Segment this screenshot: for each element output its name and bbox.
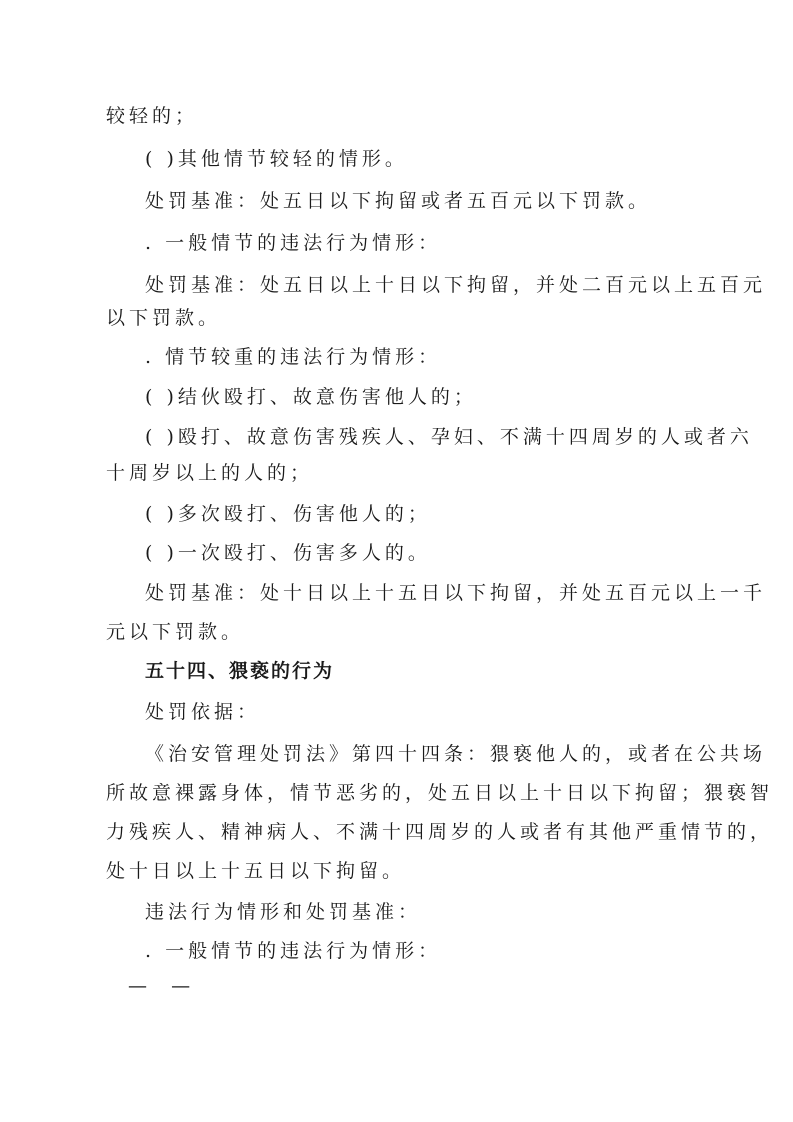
text-line: . 一般情节的违法行为情形： xyxy=(145,940,442,962)
text-line: 以下罚款。 xyxy=(106,307,222,329)
text-line: 所故意裸露身体，情节恶劣的，处五日以上十日以下拘留；猥亵智 xyxy=(106,782,774,804)
text-line: 较轻的； xyxy=(106,105,199,127)
text-line: 力残疾人、精神病人、不满十四周岁的人或者有其他严重情节的， xyxy=(106,821,774,843)
text-line: ( )结伙殴打、故意伤害他人的； xyxy=(145,386,477,408)
page-number: — — xyxy=(128,975,191,997)
text-line: 处罚依据： xyxy=(145,701,261,723)
section-heading: 五十四、猥亵的行为 xyxy=(145,660,335,682)
text-line: 处十日以上十五日以下拘留。 xyxy=(106,860,406,882)
text-line: ( )殴打、故意伤害残疾人、孕妇、不满十四周岁的人或者六 xyxy=(145,426,753,448)
text-line: 处罚基准：处十日以上十五日以下拘留，并处五百元以上一千 xyxy=(145,582,767,604)
text-line: ( )一次殴打、伤害多人的。 xyxy=(145,542,431,564)
text-line: 处罚基准：处五日以上十日以下拘留，并处二百元以上五百元 xyxy=(145,274,767,296)
text-line: . 一般情节的违法行为情形： xyxy=(145,232,442,254)
text-line: ( )多次殴打、伤害他人的； xyxy=(145,503,431,525)
text-line: . 情节较重的违法行为情形： xyxy=(145,346,442,368)
text-line: 《治安管理处罚法》第四十四条：猥亵他人的，或者在公共场 xyxy=(145,743,767,765)
text-line: 违法行为情形和处罚基准： xyxy=(145,901,422,923)
text-line: 十周岁以上的人的； xyxy=(106,462,314,484)
text-line: 元以下罚款。 xyxy=(106,621,245,643)
text-line: 处罚基准：处五日以下拘留或者五百元以下罚款。 xyxy=(145,190,652,212)
text-line: ( )其他情节较轻的情形。 xyxy=(145,148,408,170)
